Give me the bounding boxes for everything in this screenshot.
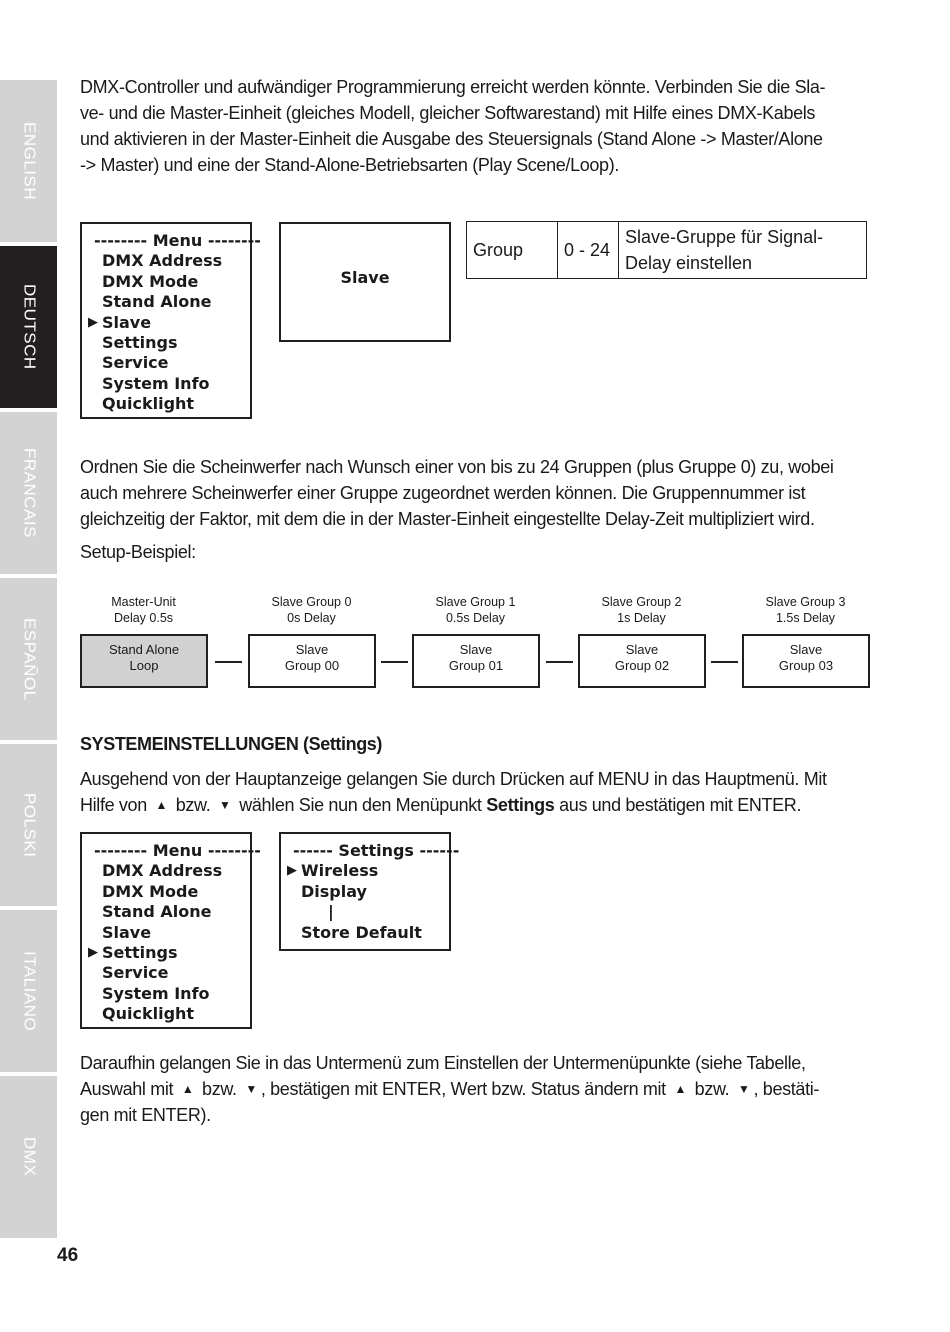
arrow-up-icon: ▲ [181,1082,194,1096]
param-description: Slave-Gruppe für Signal- Delay einstellen [619,222,867,279]
menu-item: Service [102,963,169,983]
slave-unit-box: Slave Group 03 [742,634,870,688]
text-line: DMX-Controller und aufwändiger Programmierung erreicht werden könnte. Verbinden Sie die Sla- [80,77,826,97]
tab-label: DMX [20,1137,38,1177]
setup-header: Slave Group 1 0.5s Delay [435,595,516,625]
group-paragraph [80,454,880,532]
menu-item: Stand Alone [102,902,212,922]
text-line: -> Master) und eine der Stand-Alone-Betriebsarten (Play Scene/Loop). [80,155,620,175]
tab-english[interactable] [0,80,57,242]
settings-submenu-display [279,832,460,951]
slave-display [279,222,451,342]
menu-item: Settings [102,332,178,352]
master-unit-box: Stand Alone Loop [80,634,208,688]
param-table [466,221,867,279]
pointer-icon: ▶ [88,314,98,330]
tab-label: ESPAÑOL [20,617,38,701]
menu-item: Store Default [301,922,422,942]
menu-item: DMX Address [102,251,223,271]
menu-title: -------- Menu -------- [94,841,261,860]
menu-item: Service [102,353,169,373]
tab-label: FRANCAIS [20,448,38,538]
menu-title: ------ Settings ------ [293,841,460,860]
text-line: gleichzeitig der Faktor, mit dem die in der Master-Einheit eingestellte Delay-Zeit multipliziert wird. [80,509,815,529]
tab-italiano[interactable] [0,910,57,1072]
param-name: Group [467,222,558,279]
menu-item-ellipsis: | [328,902,334,922]
setup-label: Setup-Beispiel: [80,542,196,562]
menu-item-selected: ▶ Settings [88,942,178,962]
tab-dmx[interactable] [0,1076,57,1238]
tab-francais[interactable] [0,412,57,574]
menu-item: Quicklight [102,1004,195,1024]
tab-espanol[interactable] [0,578,57,740]
setup-header: Master-Unit Delay 0.5s [111,595,176,625]
slave-unit-box: Slave Group 01 [412,634,540,688]
connector-line [215,661,242,663]
menu-display-settings [80,832,261,1029]
pointer-icon: ▶ [287,863,297,879]
menu-item: DMX Mode [102,881,199,901]
arrow-down-icon: ▼ [219,798,231,812]
menu-item: DMX Mode [102,271,199,291]
intro-paragraph [80,74,880,178]
arrow-down-icon: ▼ [737,1082,750,1096]
menu-item-selected: ▶ Wireless [287,861,379,881]
menu-item: Slave [102,922,152,942]
menu-title: -------- Menu -------- [94,231,261,250]
section-heading: SYSTEMEINSTELLUNGEN (Settings) [80,734,383,754]
slave-unit-box: Slave Group 02 [578,634,706,688]
menu-item: System Info [102,983,210,1003]
setup-header: Slave Group 2 1s Delay [601,595,682,625]
arrow-up-icon: ▲ [674,1082,687,1096]
menu-item: DMX Address [102,861,223,881]
tab-label: POLSKI [20,792,38,858]
menu-item: Display [301,881,367,901]
tab-label: ITALIANO [20,950,38,1032]
tab-label: ENGLISH [20,121,38,201]
tab-polski[interactable] [0,744,57,906]
menu-display-slave [80,222,261,419]
pointer-icon: ▶ [88,944,98,960]
connector-line [546,661,573,663]
text-line: ve- und die Master-Einheit (gleiches Modell, gleicher Softwarestand) mit Hilfe eines DMX-Kabels [80,103,816,123]
arrow-down-icon: ▼ [245,1082,257,1096]
text-line: und aktivieren in der Master-Einheit die Ausgabe des Steuersignals (Stand Alone -> Master/Alone [80,129,823,149]
menu-item-selected: ▶ Slave [88,312,152,332]
settings-paragraph: Ausgehend von der Hauptanzeige gelangen Sie durch Drücken auf MENU in das Hauptmenü. Mit Hilfe von ▲ bzw. ▼ wählen Sie nun den Menüpunkt Settings aus und bestätigen mit ENTER. [80,766,880,818]
menu-item: Quicklight [102,394,195,414]
tab-label: DEUTSCH [20,284,38,370]
connector-line [381,661,408,663]
connector-line [711,661,738,663]
page-number: 46 [57,1245,79,1266]
setup-header: Slave Group 0 0s Delay [271,595,352,625]
setup-header: Slave Group 3 1.5s Delay [765,595,846,625]
menu-item: System Info [102,373,210,393]
text-line: Ordnen Sie die Scheinwerfer nach Wunsch einer von bis zu 24 Gruppen (plus Gruppe 0) zu, wobei [80,457,834,477]
slave-display-text: Slave [340,268,390,287]
table-row [467,222,867,279]
text-line: auch mehrere Scheinwerfer einer Gruppe zugeordnet werden können. Die Gruppennummer ist [80,483,806,503]
tab-deutsch[interactable] [0,246,57,408]
final-paragraph: Daraufhin gelangen Sie in das Untermenü zum Einstellen der Untermenüpunkte (siehe Tabelle, Auswahl mit ▲ bzw. ▼ , bestätigen mit ENTER, Wert bzw. Status ändern mit ▲ bzw. ▼ , bestäti- gen mit ENTER). [80,1053,820,1125]
param-range: 0 - 24 [558,222,619,279]
menu-item: Stand Alone [102,292,212,312]
arrow-up-icon: ▲ [155,798,168,812]
slave-unit-box: Slave Group 00 [248,634,376,688]
